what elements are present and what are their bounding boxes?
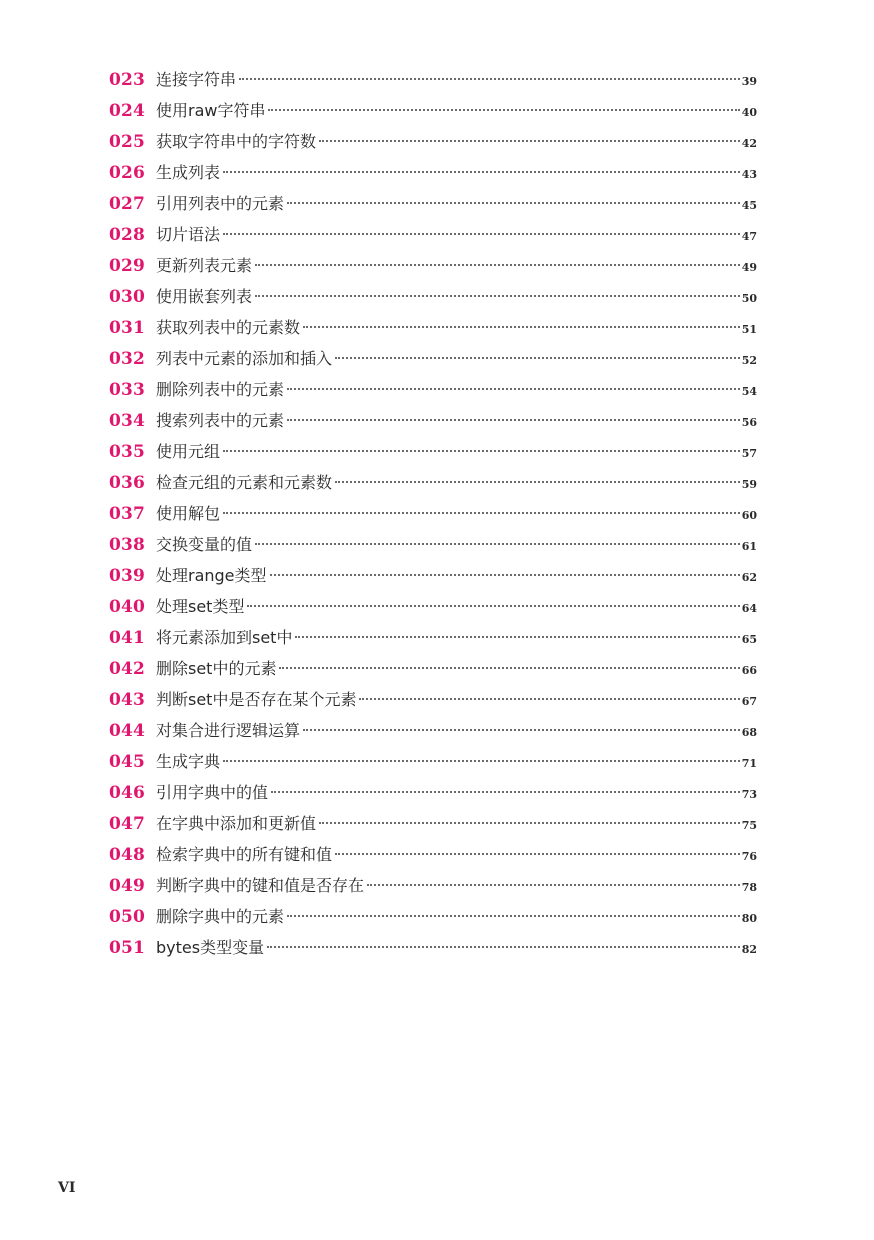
toc-entry-page-number: 75 xyxy=(741,819,757,832)
toc-entry[interactable] xyxy=(109,64,757,95)
toc-entry-number: 032 xyxy=(109,349,146,369)
toc-entry-page-number: 65 xyxy=(741,633,757,646)
toc-entry-page-number: 64 xyxy=(741,602,757,615)
toc-entry[interactable] xyxy=(109,932,757,963)
toc-entry[interactable] xyxy=(109,281,757,312)
dot-leader xyxy=(319,140,740,142)
toc-entry-title[interactable]: 将元素添加到set中 xyxy=(156,628,293,647)
dot-leader xyxy=(303,326,740,328)
dot-leader xyxy=(279,667,739,669)
toc-entry-number: 023 xyxy=(109,70,146,90)
toc-entry-number: 038 xyxy=(109,535,146,555)
toc-entry-title[interactable]: 生成字典 xyxy=(156,752,221,771)
toc-entry-title[interactable]: 处理range类型 xyxy=(156,566,267,585)
toc-entry-page-number: 80 xyxy=(741,912,757,925)
dot-leader xyxy=(267,946,740,948)
toc-entry-title[interactable]: 使用嵌套列表 xyxy=(156,287,253,306)
toc-entry[interactable] xyxy=(109,560,757,591)
toc-entry-number: 037 xyxy=(109,504,146,524)
toc-entry-title[interactable]: 删除列表中的元素 xyxy=(156,380,285,399)
toc-entry-page-number: 42 xyxy=(741,137,757,150)
toc-entry[interactable] xyxy=(109,95,757,126)
toc-entry[interactable] xyxy=(109,653,757,684)
toc-entry-number: 035 xyxy=(109,442,146,462)
toc-entry[interactable] xyxy=(109,312,757,343)
dot-leader xyxy=(303,729,740,731)
toc-entry-page-number: 66 xyxy=(741,664,757,677)
toc-entry-page-number: 62 xyxy=(741,571,757,584)
toc-entry-page-number: 50 xyxy=(741,292,757,305)
toc-entry-page-number: 45 xyxy=(741,199,757,212)
dot-leader xyxy=(335,481,740,483)
dot-leader xyxy=(359,698,739,700)
toc-entry-title[interactable]: 获取列表中的元素数 xyxy=(156,318,301,337)
toc-entry-page-number: 51 xyxy=(741,323,757,336)
toc-entry-title[interactable]: 在字典中添加和更新值 xyxy=(156,814,317,833)
dot-leader xyxy=(367,884,740,886)
dot-leader xyxy=(319,822,740,824)
toc-entry-title[interactable]: 切片语法 xyxy=(156,225,221,244)
dot-leader xyxy=(270,574,740,576)
toc-entry-number: 031 xyxy=(109,318,146,338)
toc-entry-title[interactable]: 列表中元素的添加和插入 xyxy=(156,349,333,368)
toc-entry-number: 040 xyxy=(109,597,146,617)
toc-entry-title[interactable]: 更新列表元素 xyxy=(156,256,253,275)
page-folio: VI xyxy=(58,1180,76,1196)
toc-entry[interactable] xyxy=(109,498,757,529)
toc-entry-number: 050 xyxy=(109,907,146,927)
toc-entry-title[interactable]: 引用列表中的元素 xyxy=(156,194,285,213)
dot-leader xyxy=(223,233,740,235)
toc-entry-title[interactable]: 判断set中是否存在某个元素 xyxy=(156,690,357,709)
toc-entry-number: 026 xyxy=(109,163,146,183)
toc-entry-page-number: 40 xyxy=(741,106,757,119)
toc-entry-number: 034 xyxy=(109,411,146,431)
toc-entry-title[interactable]: 检索字典中的所有键和值 xyxy=(156,845,333,864)
toc-entry-number: 029 xyxy=(109,256,146,276)
toc-entry-page-number: 71 xyxy=(741,757,757,770)
dot-leader xyxy=(223,450,740,452)
toc-entry[interactable] xyxy=(109,219,757,250)
toc-entry[interactable] xyxy=(109,529,757,560)
toc-entry-number: 025 xyxy=(109,132,146,152)
dot-leader xyxy=(287,419,740,421)
toc-entry-page-number: 56 xyxy=(741,416,757,429)
toc-entry-number: 030 xyxy=(109,287,146,307)
dot-leader xyxy=(335,853,740,855)
dot-leader xyxy=(223,760,740,762)
toc-entry-page-number: 82 xyxy=(741,943,757,956)
toc-entry-title[interactable]: 获取字符串中的字符数 xyxy=(156,132,317,151)
toc-entry[interactable] xyxy=(109,374,757,405)
toc-entry-page-number: 43 xyxy=(741,168,757,181)
toc-entry[interactable] xyxy=(109,591,757,622)
dot-leader xyxy=(287,915,740,917)
toc-entry[interactable] xyxy=(109,157,757,188)
toc-entry[interactable] xyxy=(109,126,757,157)
toc-entry[interactable] xyxy=(109,250,757,281)
dot-leader xyxy=(295,636,739,638)
toc-entry[interactable] xyxy=(109,188,757,219)
toc-entry-title[interactable]: 使用元组 xyxy=(156,442,221,461)
dot-leader xyxy=(255,264,740,266)
toc-entry[interactable] xyxy=(109,684,757,715)
toc-entry-title[interactable]: 连接字符串 xyxy=(156,70,237,89)
toc-entry-title[interactable]: 对集合进行逻辑运算 xyxy=(156,721,301,740)
toc-entry-number: 045 xyxy=(109,752,146,772)
toc-entry-number: 033 xyxy=(109,380,146,400)
toc-entry-page-number: 76 xyxy=(741,850,757,863)
dot-leader xyxy=(223,512,740,514)
toc-entry-number: 028 xyxy=(109,225,146,245)
toc-entry-title[interactable]: 删除字典中的元素 xyxy=(156,907,285,926)
dot-leader xyxy=(239,78,740,80)
toc-entry-page-number: 57 xyxy=(741,447,757,460)
toc-entry-page-number: 67 xyxy=(741,695,757,708)
toc-entry[interactable] xyxy=(109,901,757,932)
toc-entry-number: 051 xyxy=(109,938,146,958)
toc-entry-title[interactable]: bytes类型变量 xyxy=(156,938,265,957)
toc-entry-page-number: 47 xyxy=(741,230,757,243)
toc-entry[interactable] xyxy=(109,622,757,653)
dot-leader xyxy=(287,388,740,390)
toc-entry-number: 049 xyxy=(109,876,146,896)
toc-entry-title[interactable]: 生成列表 xyxy=(156,163,221,182)
toc-entry-page-number: 73 xyxy=(741,788,757,801)
toc-entry[interactable] xyxy=(109,777,757,808)
toc-entry-number: 046 xyxy=(109,783,146,803)
toc-entry-number: 027 xyxy=(109,194,146,214)
toc-entry-page-number: 52 xyxy=(741,354,757,367)
toc-entry-page-number: 49 xyxy=(741,261,757,274)
toc-entry-page-number: 59 xyxy=(741,478,757,491)
toc-entry[interactable] xyxy=(109,405,757,436)
toc-entry-page-number: 68 xyxy=(741,726,757,739)
dot-leader xyxy=(268,109,739,111)
toc-entry-page-number: 78 xyxy=(741,881,757,894)
toc-entry-page-number: 60 xyxy=(741,509,757,522)
toc-entry-title[interactable]: 引用字典中的值 xyxy=(156,783,269,802)
toc-entry[interactable] xyxy=(109,870,757,901)
toc-entry-number: 042 xyxy=(109,659,146,679)
dot-leader xyxy=(223,171,740,173)
toc-entry-title[interactable]: 搜索列表中的元素 xyxy=(156,411,285,430)
toc-entry[interactable] xyxy=(109,467,757,498)
toc-entry-number: 036 xyxy=(109,473,146,493)
toc-entry-title[interactable]: 处理set类型 xyxy=(156,597,245,616)
dot-leader xyxy=(255,543,740,545)
toc-entry[interactable] xyxy=(109,746,757,777)
dot-leader xyxy=(287,202,740,204)
toc-entry-title[interactable]: 使用解包 xyxy=(156,504,221,523)
toc-entry-page-number: 54 xyxy=(741,385,757,398)
toc-entry-page-number: 39 xyxy=(741,75,757,88)
dot-leader xyxy=(271,791,740,793)
toc-entry[interactable] xyxy=(109,808,757,839)
toc-entry-number: 044 xyxy=(109,721,146,741)
toc-entry-title[interactable]: 检查元组的元素和元素数 xyxy=(156,473,333,492)
toc-entry-number: 041 xyxy=(109,628,146,648)
toc-entry[interactable] xyxy=(109,715,757,746)
dot-leader xyxy=(255,295,740,297)
toc-entry[interactable] xyxy=(109,436,757,467)
dot-leader xyxy=(247,605,739,607)
toc-entry-page-number: 61 xyxy=(741,540,757,553)
toc-entry-number: 043 xyxy=(109,690,146,710)
toc-entry-number: 047 xyxy=(109,814,146,834)
toc-entry-title[interactable]: 判断字典中的键和值是否存在 xyxy=(156,876,365,895)
toc-entry[interactable] xyxy=(109,343,757,374)
toc-entry-title[interactable]: 删除set中的元素 xyxy=(156,659,277,678)
toc-entry[interactable] xyxy=(109,839,757,870)
dot-leader xyxy=(335,357,740,359)
toc-entry-number: 024 xyxy=(109,101,146,121)
toc-entry-number: 039 xyxy=(109,566,146,586)
table-of-contents xyxy=(109,64,757,963)
toc-entry-number: 048 xyxy=(109,845,146,865)
toc-entry-title[interactable]: 使用raw字符串 xyxy=(156,101,266,120)
toc-entry-title[interactable]: 交换变量的值 xyxy=(156,535,253,554)
